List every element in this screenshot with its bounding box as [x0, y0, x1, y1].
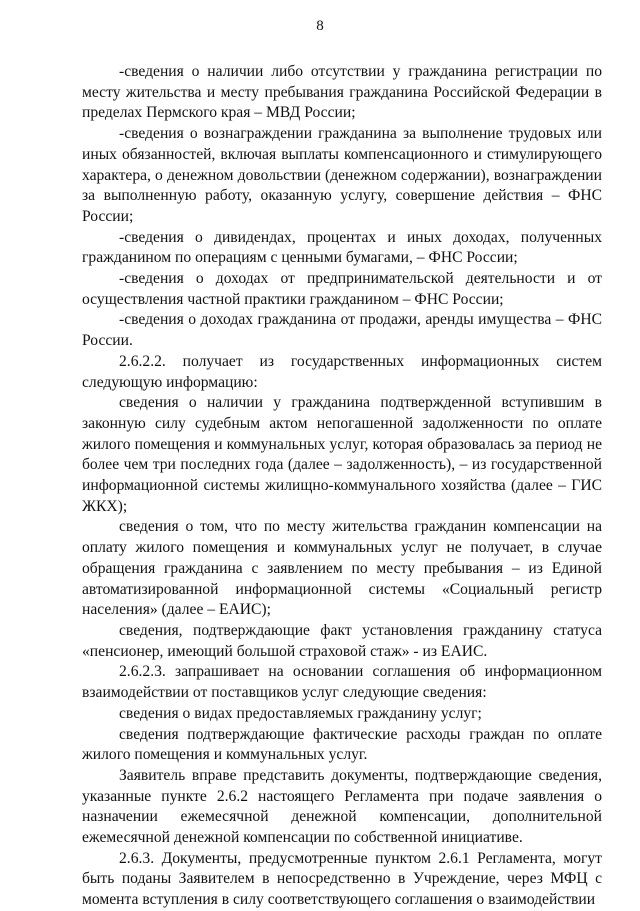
paragraph-remuneration-info: -сведения о вознаграждении гражданина за выполнение трудовых или иных обязанностей, включая выплаты компенсационного и стимулирующего характера, о денежном довольствии (денежном содержании), вознаграждении за выполненную работу, оказанную услугу, совершение действия – ФНС России;	[82, 125, 602, 225]
paragraph-section-2-6-3: 2.6.3. Документы, предусмотренные пунктом 2.6.1 Регламента, могут быть поданы Заявителем в непосредственно в Учреждение, через МФЦ с момента вступления в силу соответствующего соглашения о взаимодействии	[82, 849, 602, 909]
paragraph-registration-info: -сведения о наличии либо отсутствии у гражданина регистрации по месту жительства и месту пребывания гражданина Российской Федерации в пределах Пермского края – МВД России;	[82, 63, 602, 122]
paragraph-section-2-6-2-2: 2.6.2.2. получает из государственных информационных систем следующую информацию:	[82, 352, 602, 391]
paragraph-section-2-6-2-3: 2.6.2.3. запрашивает на основании соглашения об информационном взаимодействии от поставщиков услуг следующие сведения:	[82, 663, 602, 702]
page-number: 8	[316, 18, 324, 34]
paragraph-actual-expenses: сведения подтверждающие фактические расходы граждан по оплате жилого помещения и коммунальных услуг.	[82, 725, 602, 764]
paragraph-compensation-info: сведения о том, что по месту жительства гражданин компенсации на оплату жилого помещения и коммунальных услуг не получает, в случае обращения гражданина с заявлением по месту пребывания – из Единой автоматизированной информационной системы «Социальный регистр населения» (далее – ЕАИС);	[82, 518, 602, 619]
paragraph-pensioner-status: сведения, подтверждающие факт установления гражданину статуса «пенсионер, имеющий большой страховой стаж» - из ЕАИС.	[82, 621, 602, 660]
paragraph-property-income-info: -сведения о доходах гражданина от продажи, аренды имущества – ФНС России.	[82, 311, 602, 350]
paragraph-applicant-right: Заявитель вправе представить документы, подтверждающие сведения, указанные пункте 2.6.2 настоящего Регламента при подаче заявления о назначении ежемесячной денежной компенсации, дополнительной ежемесячной денежной компенсации по собственной инициативе.	[82, 766, 602, 847]
paragraph-service-types: сведения о видах предоставляемых гражданину услуг;	[119, 704, 482, 722]
paragraph-debt-info: сведения о наличии у гражданина подтвержденной вступившим в законную силу судебным актом непогашенной задолженности по оплате жилого помещения и коммунальных услуг, которая образовалась за период не более чем три последних года (далее – задолженность), – из государственной информационной системы жилищно-коммунального хозяйства (далее – ГИС ЖКХ);	[82, 394, 602, 515]
document-body	[82, 62, 602, 911]
paragraph-dividends-info: -сведения о дивидендах, процентах и иных доходах, полученных гражданином по операциям с ценными бумагами, – ФНС России;	[82, 228, 602, 267]
paragraph-business-income-info: -сведения о доходах от предпринимательской деятельности и от осуществления частной практики гражданином – ФНС России;	[82, 270, 602, 308]
